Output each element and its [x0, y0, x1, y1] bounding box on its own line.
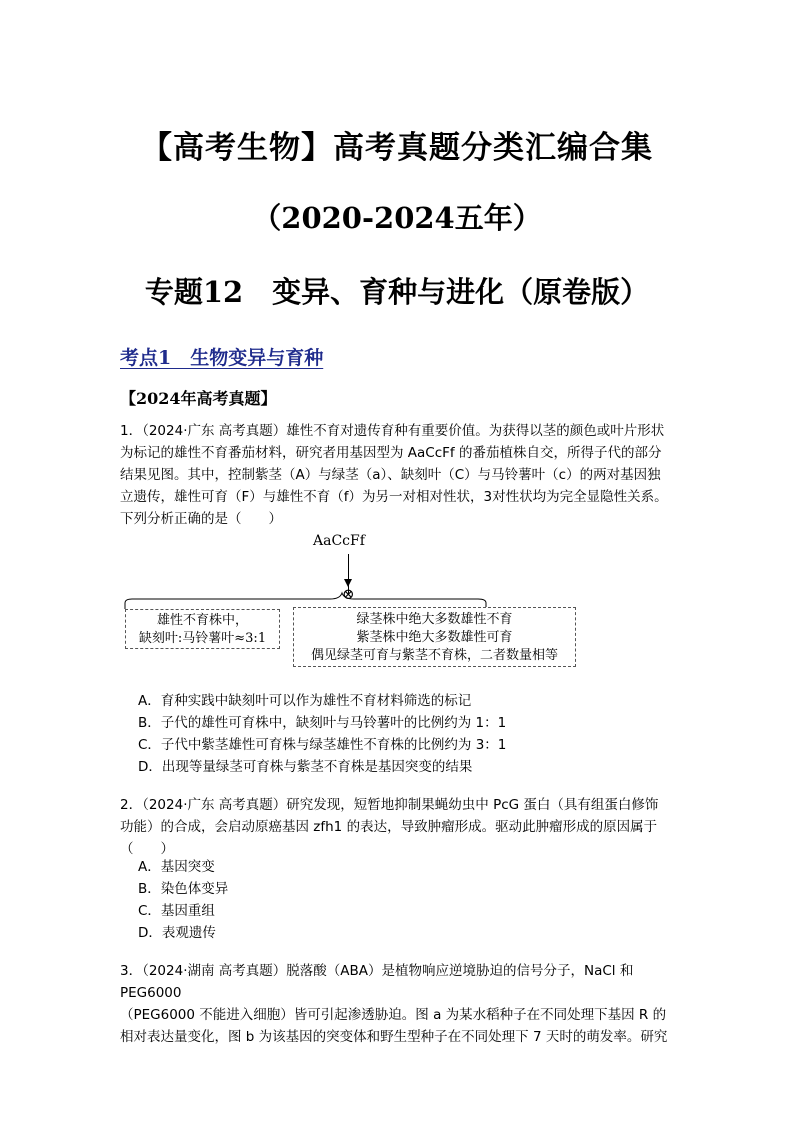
self-cross-symbol: ⊗	[342, 585, 355, 603]
question-3-line: 3．（2024·湖南 高考真题）脱落酸（ABA）是植物响应逆境胁迫的信号分子，NaCl 和 PEG6000	[120, 963, 634, 1001]
option-b[interactable]: B．子代的雄性可育株中，缺刻叶与马铃薯叶的比例约为 1：1	[138, 715, 507, 731]
question-1-options	[138, 690, 506, 778]
question-2-line: 2．（2024·广东 高考真题）研究发现，短暂地抑制果蝇幼虫中 PcG 蛋白（具有组蛋白修饰	[120, 797, 659, 813]
brace-icon	[120, 527, 590, 617]
cross-diagram	[120, 527, 590, 672]
question-2-stem	[120, 794, 680, 860]
question-1-line: 结果见图。其中，控制紫茎（A）与绿茎（a）、缺刻叶（C）与马铃薯叶（c）的两对基因独	[120, 467, 661, 483]
box-line: 偶见绿茎可育与紫茎不育株，二者数量相等	[310, 648, 558, 663]
option-b[interactable]: B．染色体变异	[138, 881, 229, 897]
stem-color-offspring-box	[293, 607, 576, 667]
question-1-line: 1．（2024·广东 高考真题）雄性不育对遗传育种有重要价值。为获得以茎的颜色或叶片形状	[120, 423, 665, 439]
box-line: 绿茎株中绝大多数雄性不育	[356, 612, 513, 627]
box-line: 紫茎株中绝大多数雄性可育	[356, 630, 513, 645]
document-year-range: （2020-2024五年）	[252, 201, 542, 235]
parent-genotype: AaCcFf	[313, 533, 365, 549]
question-2-options	[138, 856, 228, 944]
option-c[interactable]: C．子代中紫茎雄性可育株与绿茎雄性不育株的比例约为 3：1	[138, 737, 507, 753]
question-3-stem	[120, 960, 680, 1048]
box-line: 雄性不育株中，	[156, 613, 248, 628]
topic-title: 专题12 变异、育种与进化（原卷版）	[144, 275, 650, 309]
option-d[interactable]: D．表观遗传	[138, 925, 216, 941]
year-heading: 【2024年高考真题】	[120, 389, 277, 408]
option-a[interactable]: A．育种实践中缺刻叶可以作为雄性不育材料筛选的标记	[138, 693, 472, 709]
option-a[interactable]: A．基因突变	[138, 859, 215, 875]
box-line: 缺刻叶:马铃薯叶≈3:1	[138, 631, 267, 646]
question-1-line: 下列分析正确的是（ ）	[120, 511, 282, 527]
option-d[interactable]: D．出现等量绿茎可育株与紫茎不育株是基因突变的结果	[138, 759, 473, 775]
question-3-line: （PEG6000 不能进入细胞）皆可引起渗透胁迫。图 a 为某水稻种子在不同处理下基因 R 的	[120, 1007, 667, 1023]
sterile-offspring-box	[125, 609, 280, 649]
question-1-line: 为标记的雄性不育番茄材料，研究者用基因型为 AaCcFf 的番茄植株自交，所得子代的部分	[120, 445, 662, 461]
question-2-line: 功能）的合成，会启动原癌基因 zfh1 的表达，导致肿瘤形成。驱动此肿瘤形成的原因属于	[120, 819, 658, 835]
question-1-line: 立遗传，雄性可育（F）与雄性不育（f）为另一对相对性状，3对性状均为完全显隐性关系。	[120, 489, 668, 505]
question-1-stem	[120, 420, 680, 530]
question-3-line: 相对表达量变化，图 b 为该基因的突变体和野生型种子在不同处理下 7 天时的萌发率。研究	[120, 1029, 668, 1045]
section-heading: 考点1 生物变异与育种	[120, 347, 324, 369]
question-2-line: （ ）	[120, 841, 174, 857]
option-c[interactable]: C．基因重组	[138, 903, 215, 919]
document-title: 【高考生物】高考真题分类汇编合集	[141, 130, 653, 166]
